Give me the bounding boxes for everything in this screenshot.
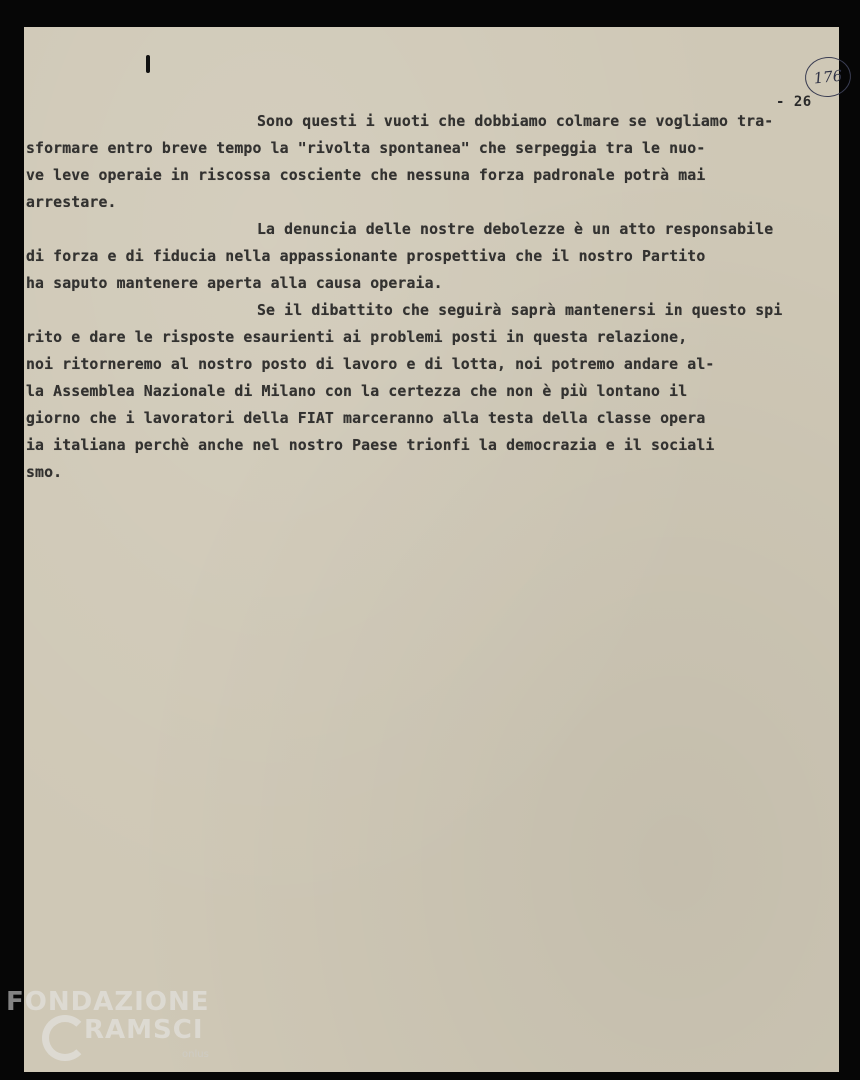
text-line: Se il dibattito che seguirà saprà mantenersi in questo spi	[257, 302, 783, 319]
text-line: arrestare.	[26, 194, 117, 211]
watermark-line-3: onlus	[182, 1049, 209, 1060]
text-line: ha saputo mantenere aperta alla causa operaia.	[26, 275, 443, 292]
text-line: ve leve operaie in riscossa cosciente che nessuna forza padronale potrà mai	[26, 167, 706, 184]
text-line: Sono questi i vuoti che dobbiamo colmare se vogliamo tra-	[257, 113, 774, 130]
text-line: La denuncia delle nostre debolezze è un atto responsabile	[257, 221, 774, 238]
text-line: rito e dare le risposte esaurienti ai problemi posti in questa relazione,	[26, 329, 688, 346]
text-line: smo.	[26, 464, 63, 481]
fondazione-gramsci-watermark	[6, 987, 221, 1072]
text-line: la Assemblea Nazionale di Milano con la certezza che non è più lontano il	[26, 383, 688, 400]
text-line: ia italiana perchè anche nel nostro Paese trionfi la democrazia e il sociali	[26, 437, 715, 454]
page-number: - 26	[776, 94, 812, 110]
document-page	[24, 27, 844, 1072]
text-line: di forza e di fiducia nella appassionante prospettiva che il nostro Partito	[26, 248, 706, 265]
text-line: noi ritorneremo al nostro posto di lavoro e di lotta, noi potremo andare al-	[26, 356, 715, 373]
ink-mark	[146, 55, 150, 73]
text-line: sformare entro breve tempo la "rivolta spontanea" che serpeggia tra le nuo-	[26, 140, 706, 157]
watermark-line-1: FONDAZIONE	[6, 987, 210, 1017]
watermark-g-logo-icon	[42, 1015, 88, 1061]
watermark-line-2: RAMSCI	[84, 1015, 204, 1045]
text-line: giorno che i lavoratori della FIAT marceranno alla testa della classe opera	[26, 410, 706, 427]
archive-number-stamp: 176	[803, 55, 853, 100]
